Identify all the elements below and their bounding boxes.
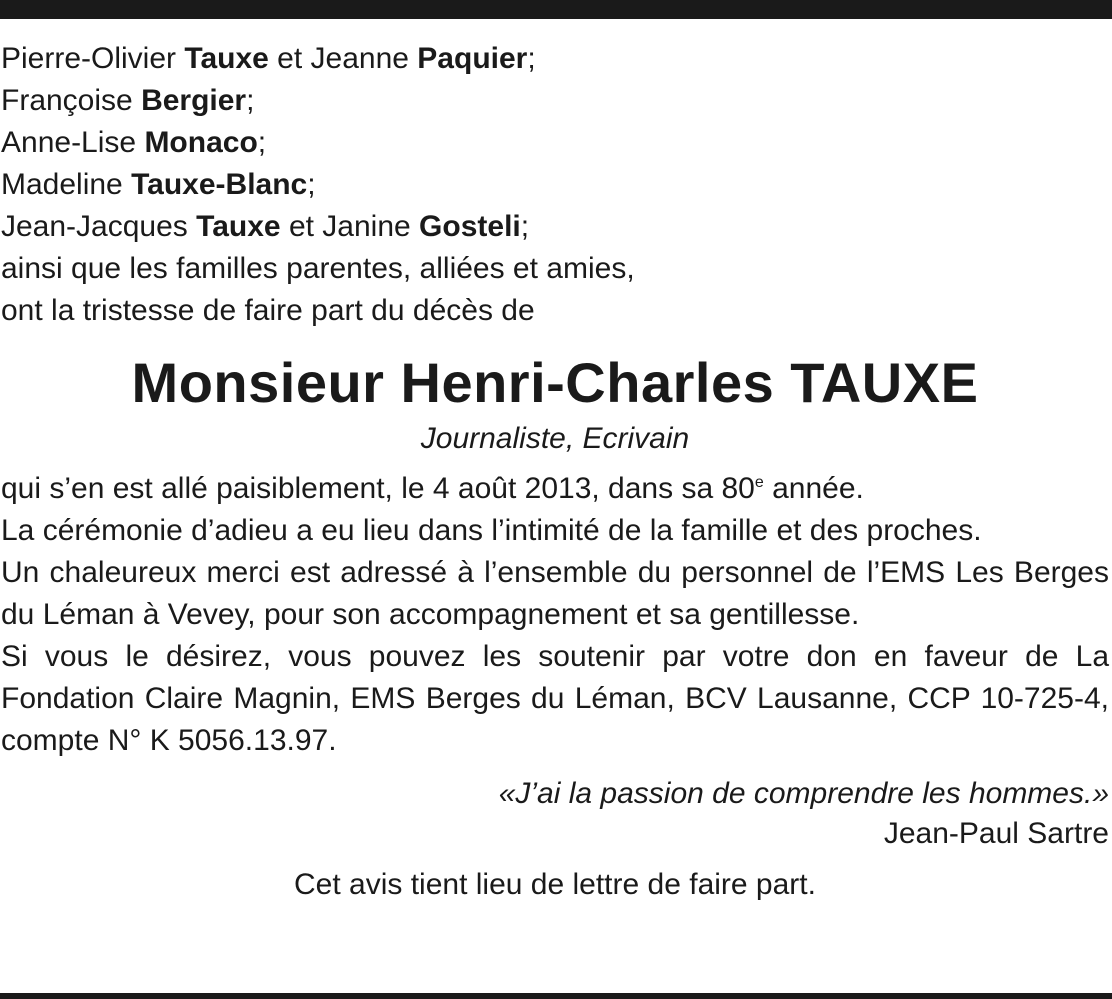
donation-paragraph: Si vous le désirez, vous pouvez les soutenir par votre don en faveur de La Fondation Claire Magnin, EMS Berges du Léman, BCV Lausanne, CCP 10-725-4, compte N° K 5056.13.97.	[1, 640, 1109, 757]
intro-line: ont la tristesse de faire part du décès de	[1, 294, 535, 327]
separator: ;	[257, 126, 267, 159]
closing-notice: Cet avis tient lieu de lettre de faire part.	[294, 868, 816, 901]
quote-author: Jean-Paul Sartre	[883, 817, 1109, 850]
notice-content	[1, 38, 1109, 906]
surname: Tauxe-Blanc	[131, 168, 308, 201]
death-statement	[1, 468, 1109, 510]
deceased-name: Monsieur Henri-Charles TAUXE	[131, 351, 979, 414]
separator: ;	[520, 210, 530, 243]
given-name: et Jeanne	[268, 42, 418, 75]
given-name: Jean-Jacques	[1, 210, 197, 243]
surname: Monaco	[144, 126, 258, 159]
family-line	[1, 80, 1109, 122]
death-text: qui s’en est allé paisiblement, le 4 août 2013, dans sa 80	[1, 472, 755, 505]
given-name: Anne-Lise	[1, 126, 145, 159]
death-text-end: année.	[763, 472, 864, 505]
surname: Bergier	[141, 84, 247, 117]
surname: Paquier	[417, 42, 528, 75]
given-name: Madeline	[1, 168, 132, 201]
family-line	[1, 38, 1109, 80]
family-line	[1, 164, 1109, 206]
surname: Gosteli	[419, 210, 521, 243]
ceremony-paragraph: La cérémonie d’adieu a eu lieu dans l’intimité de la famille et des proches.	[1, 514, 982, 547]
profession: Journaliste, Ecrivain	[420, 422, 690, 455]
given-name: Pierre-Olivier	[1, 42, 185, 75]
bottom-rule	[0, 993, 1112, 999]
quote: «J’ai la passion de comprendre les hommes.»	[498, 777, 1109, 810]
given-name: et Janine	[280, 210, 420, 243]
separator: ;	[527, 42, 536, 75]
family-line	[1, 122, 1109, 164]
ordinal-suffix: e	[754, 474, 764, 491]
separator: ;	[246, 84, 255, 117]
intro-line: ainsi que les familles parentes, alliées et amies,	[1, 252, 635, 285]
surname: Tauxe	[196, 210, 281, 243]
surname: Tauxe	[184, 42, 269, 75]
thanks-paragraph: Un chaleureux merci est adressé à l’ensemble du personnel de l’EMS Les Berges du Léman à Vevey, pour son accompagnement et sa gentillesse.	[1, 556, 1109, 631]
separator: ;	[307, 168, 316, 201]
given-name: Françoise	[1, 84, 142, 117]
top-rule	[0, 0, 1112, 19]
family-line	[1, 206, 1109, 248]
family-list	[1, 38, 1109, 248]
notice-body	[1, 468, 1109, 762]
